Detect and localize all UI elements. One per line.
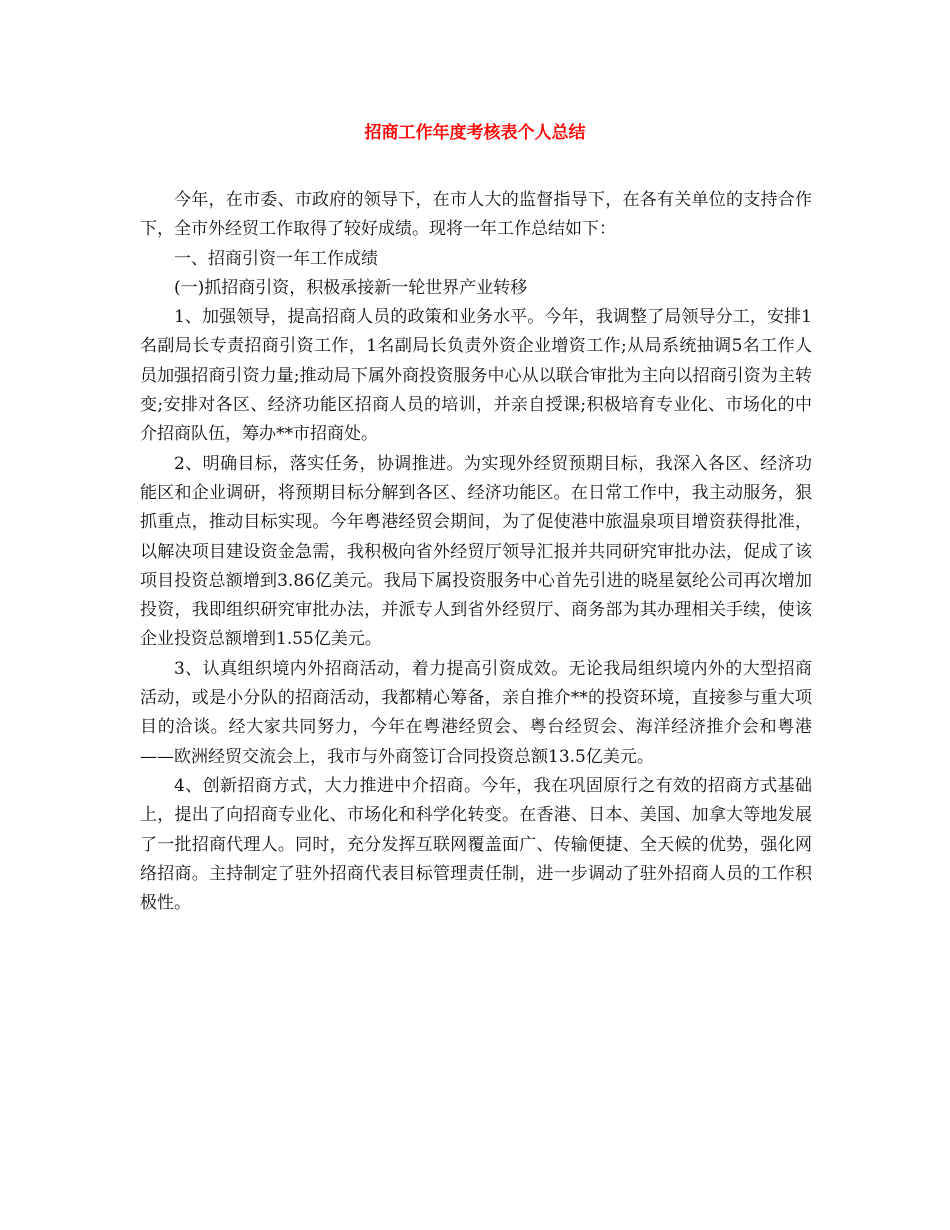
- paragraph-item-1: 1、加强领导，提高招商人员的政策和业务水平。今年，我调整了局领导分工，安排1名副局长专责招商引资工作，1名副局长负责外资企业增资工作;从局系统抽调5名工作人员加强招商引资力量;推动局下属外商投资服务中心从以联合审批为主向以招商引资为主转变;安排对各区、经济功能区招商人员的培训，并亲自授课;积极培育专业化、市场化的中介招商队伍，筹办**市招商处。: [140, 307, 812, 445]
- paragraph-intro: 今年，在市委、市政府的领导下，在市人大的监督指导下，在各有关单位的支持合作下，全市外经贸工作取得了较好成绩。现将一年工作总结如下：: [140, 190, 812, 240]
- document-body: [140, 186, 812, 918]
- section-heading: 一、招商引资一年工作成绩: [174, 248, 378, 269]
- subsection-heading: (一)抓招商引资，积极承接新一轮世界产业转移: [174, 277, 528, 298]
- paragraph-item-4: 4、创新招商方式，大力推进中介招商。今年，我在巩固原行之有效的招商方式基础上，提出了向招商专业化、市场化和科学化转变。在香港、日本、美国、加拿大等地发展了一批招商代理人。同时，充分发挥互联网覆盖面广、传输便捷、全天候的优势，强化网络招商。主持制定了驻外招商代表目标管理责任制，进一步调动了驻外招商人员的工作积极性。: [140, 775, 812, 914]
- document-title: 招商工作年度考核表个人总结: [364, 123, 586, 143]
- paragraph-item-2: 2、明确目标，落实任务，协调推进。为实现外经贸预期目标，我深入各区、经济功能区和企业调研，将预期目标分解到各区、经济功能区。在日常工作中，我主动服务，狠抓重点，推动目标实现。今年粤港经贸会期间，为了促使港中旅温泉项目增资获得批准，以解决项目建设资金急需，我积极向省外经贸厅领导汇报并共同研究审批办法，促成了该项目投资总额增到3.86亿美元。我局下属投资服务中心首先引进的晓星氨纶公司再次增加投资，我即组织研究审批办法，并派专人到省外经贸厅、商务部为其办理相关手续，使该企业投资总额增到1.55亿美元。: [140, 453, 812, 650]
- paragraph-item-3: 3、认真组织境内外招商活动，着力提高引资成效。无论我局组织境内外的大型招商活动，或是小分队的招商活动，我都精心筹备，亲自推介**的投资环境，直接参与重大项目的洽谈。经大家共同努力，今年在粤港经贸会、粤台经贸会、海洋经济推介会和粤港——欧洲经贸交流会上，我市与外商签订合同投资总额13.5亿美元。: [140, 658, 812, 767]
